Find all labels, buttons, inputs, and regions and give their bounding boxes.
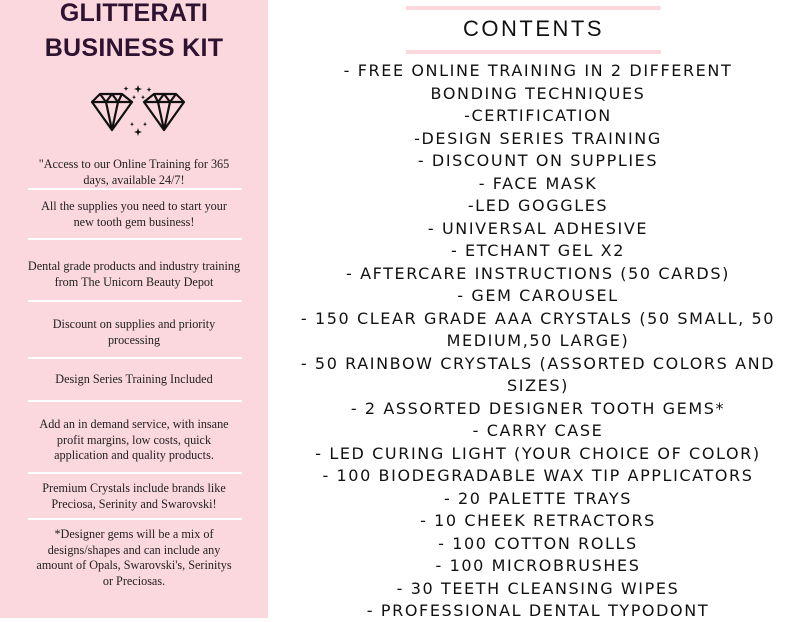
contents-line: - 100 COTTON ROLLS [438, 533, 638, 553]
contents-bottom-bar [406, 50, 661, 54]
contents-line: - 150 CLEAR GRADE AAA CRYSTALS (50 SMALL, 50 [300, 308, 776, 328]
kit-title-line2: BUSINESS KIT [44, 34, 224, 62]
contents-line: - FREE ONLINE TRAINING IN 2 DIFFERENT [343, 61, 733, 80]
feature-supplies: All the supplies you need to start your new tooth gem business! [41, 199, 227, 229]
contents-line: SIZES) [507, 376, 569, 395]
contents-top-bar [406, 6, 661, 10]
contents-line: - LED CURING LIGHT (YOUR CHOICE OF COLOR) [315, 443, 761, 463]
contents-line: - 100 BIODEGRADABLE WAX TIP APPLICATORS [322, 466, 754, 485]
divider [28, 238, 242, 240]
contents-line: - DISCOUNT ON SUPPLIES [417, 151, 659, 170]
contents-line: - FACE MASK [478, 173, 598, 193]
divider [28, 518, 242, 520]
contents-line: BONDING TECHNIQUES [430, 83, 646, 103]
contents-title: CONTENTS [463, 16, 604, 41]
contents-line: - GEM CAROUSEL [457, 286, 619, 305]
sparkling-diamonds-icon [88, 82, 188, 140]
contents-line: - PROFESSIONAL DENTAL TYPODONT [366, 601, 710, 620]
contents-line: -DESIGN SERIES TRAINING [414, 128, 662, 148]
feature-online-training: "Access to our Online Training for 365 days, available 24/7! [38, 157, 230, 187]
contents-line: - 50 RAINBOW CRYSTALS (ASSORTED COLORS AND [300, 353, 776, 373]
contents-line: - CARRY CASE [472, 421, 604, 440]
contents-line: - ETCHANT GEL X2 [450, 241, 626, 260]
contents-line: MEDIUM,50 LARGE) [446, 331, 630, 350]
contents-line: - 100 MICROBRUSHES [435, 556, 641, 575]
contents-line: -LED GOGGLES [467, 196, 609, 215]
divider [28, 357, 242, 359]
feature-dental-grade: Dental grade products and industry training from The Unicorn Beauty Depot [27, 259, 241, 289]
contents-line: - 2 ASSORTED DESIGNER TOOTH GEMS* [350, 398, 726, 418]
contents-line: - AFTERCARE INSTRUCTIONS (50 CARDS) [346, 263, 730, 283]
feature-discount: Discount on supplies and priority processing [52, 317, 216, 347]
contents-line: - 10 CHEEK RETRACTORS [420, 511, 656, 530]
contents-line: - UNIVERSAL ADHESIVE [427, 218, 649, 238]
kit-title-line1: GLITTERATI [59, 0, 209, 27]
divider [28, 188, 242, 190]
sidebar-panel [0, 0, 268, 618]
feature-designer-gems-note: *Designer gems will be a mix of designs/shapes and can include any amount of Opals, Swarovski's, Serinitys or Preciosas. [36, 527, 232, 588]
contents-line: - 20 PALETTE TRAYS [443, 488, 633, 508]
divider [28, 472, 242, 474]
divider [28, 300, 242, 302]
divider [28, 400, 242, 402]
contents-line: - 30 TEETH CLEANSING WIPES [396, 578, 680, 598]
feature-in-demand-service: Add an in demand service, with insane profit margins, low costs, quick application and quality products. [39, 417, 229, 462]
contents-line: -CERTIFICATION [464, 106, 612, 125]
feature-design-series: Design Series Training Included [55, 372, 213, 386]
feature-premium-crystals: Premium Crystals include brands like Preciosa, Serinity and Swarovski! [42, 481, 226, 511]
